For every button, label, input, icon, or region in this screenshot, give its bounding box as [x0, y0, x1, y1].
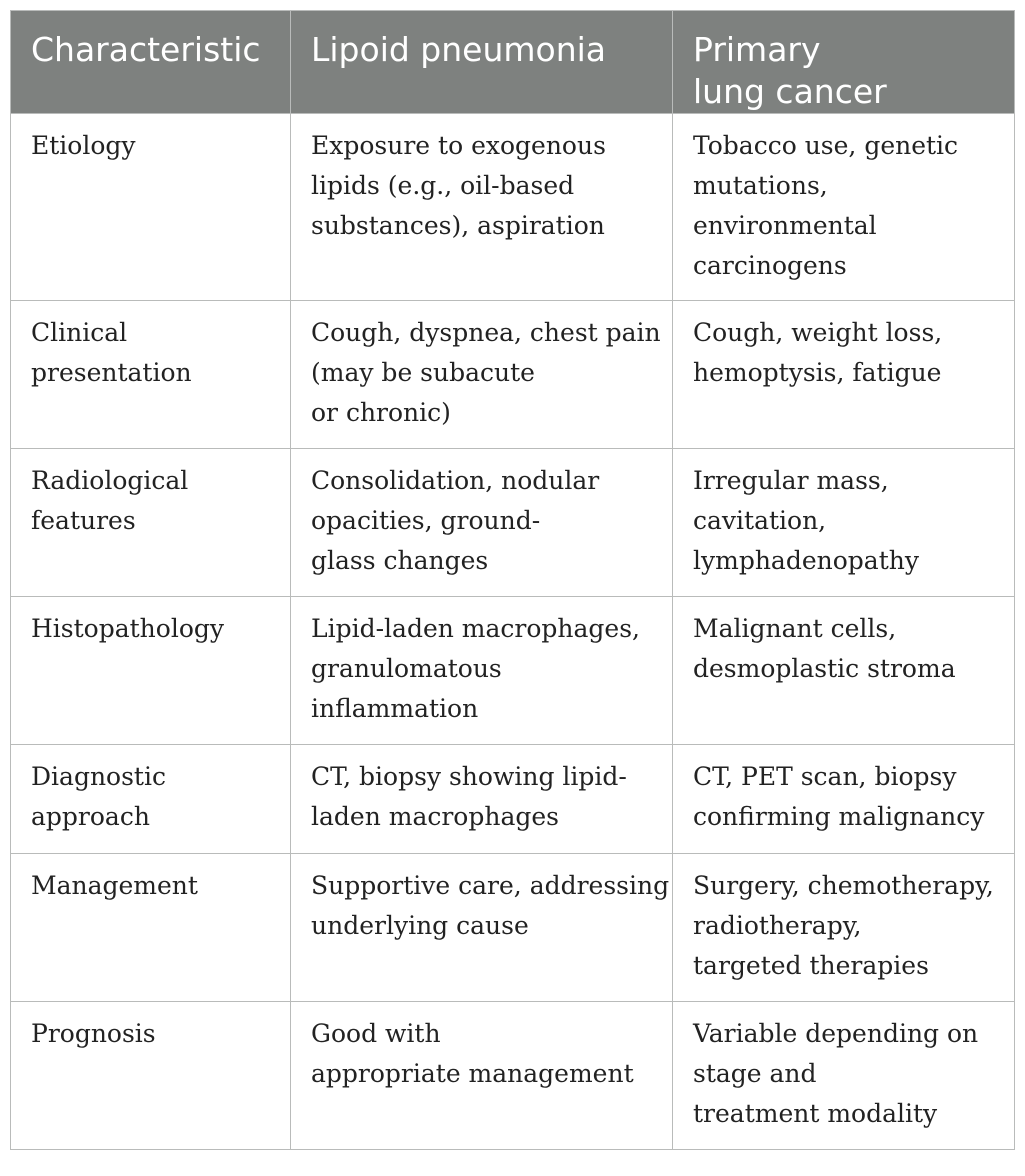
- cell-lipoid-pneumonia: [291, 114, 673, 301]
- cell-characteristic: [11, 1002, 291, 1150]
- table-body: [11, 114, 1015, 1150]
- cell-lipoid-pneumonia: [291, 854, 673, 1002]
- header-characteristic: [11, 11, 291, 114]
- table-row: [11, 301, 1015, 449]
- cell-line: Diagnostic: [31, 762, 166, 791]
- cell-line: Prognosis: [31, 1019, 156, 1048]
- cell-characteristic: [11, 449, 291, 597]
- cell-line: Surgery, chemotherapy,: [693, 871, 994, 900]
- header-line: lung cancer: [693, 72, 887, 111]
- cell-lipoid-pneumonia: [291, 1002, 673, 1150]
- cell-primary-lung-cancer: [673, 597, 1015, 745]
- cell-line: Cough, dyspnea, chest pain: [311, 318, 661, 347]
- cell-characteristic: [11, 597, 291, 745]
- cell-line: CT, PET scan, biopsy: [693, 762, 957, 791]
- header-line: Lipoid pneumonia: [311, 30, 607, 69]
- cell-lipoid-pneumonia: [291, 597, 673, 745]
- cell-characteristic: [11, 301, 291, 449]
- cell-line: approach: [31, 802, 150, 831]
- cell-primary-lung-cancer: [673, 854, 1015, 1002]
- cell-line: mutations,: [693, 171, 828, 200]
- cell-characteristic: [11, 114, 291, 301]
- cell-primary-lung-cancer: [673, 1002, 1015, 1150]
- header-row: [11, 11, 1015, 114]
- cell-line: Exposure to exogenous: [311, 131, 606, 160]
- cell-line: targeted therapies: [693, 951, 929, 980]
- cell-line: Tobacco use, genetic: [693, 131, 959, 160]
- cell-primary-lung-cancer: [673, 745, 1015, 854]
- comparison-table: [10, 10, 1015, 1150]
- table-header: [11, 11, 1015, 114]
- cell-line: Lipid-laden macrophages,: [311, 614, 640, 643]
- cell-line: radiotherapy,: [693, 911, 862, 940]
- cell-line: CT, biopsy showing lipid-: [311, 762, 627, 791]
- cell-line: Management: [31, 871, 198, 900]
- cell-line: Malignant cells,: [693, 614, 897, 643]
- cell-line: lymphadenopathy: [693, 546, 919, 575]
- cell-line: (may be subacute: [311, 358, 535, 387]
- table-row: [11, 854, 1015, 1002]
- cell-line: Radiological: [31, 466, 189, 495]
- cell-line: substances), aspiration: [311, 211, 605, 240]
- cell-line: Supportive care, addressing: [311, 871, 670, 900]
- cell-characteristic: [11, 854, 291, 1002]
- cell-line: presentation: [31, 358, 192, 387]
- cell-line: Consolidation, nodular: [311, 466, 600, 495]
- cell-line: inflammation: [311, 694, 479, 723]
- cell-line: appropriate management: [311, 1059, 634, 1088]
- cell-line: stage and: [693, 1059, 817, 1088]
- header-lipoid-pneumonia: [291, 11, 673, 114]
- cell-line: Cough, weight loss,: [693, 318, 943, 347]
- cell-line: lipids (e.g., oil-based: [311, 171, 575, 200]
- cell-line: Good with: [311, 1019, 441, 1048]
- cell-line: carcinogens: [693, 251, 847, 280]
- cell-line: glass changes: [311, 546, 489, 575]
- cell-line: features: [31, 506, 136, 535]
- cell-line: granulomatous: [311, 654, 502, 683]
- cell-primary-lung-cancer: [673, 114, 1015, 301]
- cell-line: environmental: [693, 211, 877, 240]
- cell-line: laden macrophages: [311, 802, 559, 831]
- comparison-table-container: [10, 10, 1014, 1150]
- cell-line: Etiology: [31, 131, 136, 160]
- table-row: [11, 597, 1015, 745]
- cell-line: Irregular mass,: [693, 466, 889, 495]
- header-line: Characteristic: [31, 30, 261, 69]
- cell-line: desmoplastic stroma: [693, 654, 956, 683]
- cell-line: opacities, ground-: [311, 506, 541, 535]
- header-primary-lung-cancer: [673, 11, 1015, 114]
- header-line: Primary: [693, 30, 821, 69]
- cell-line: treatment modality: [693, 1099, 938, 1128]
- cell-line: Clinical: [31, 318, 128, 347]
- cell-line: underlying cause: [311, 911, 529, 940]
- cell-line: hemoptysis, fatigue: [693, 358, 942, 387]
- cell-line: confirming malignancy: [693, 802, 985, 831]
- cell-primary-lung-cancer: [673, 301, 1015, 449]
- table-row: [11, 114, 1015, 301]
- table-row: [11, 449, 1015, 597]
- table-row: [11, 1002, 1015, 1150]
- cell-lipoid-pneumonia: [291, 745, 673, 854]
- cell-line: Variable depending on: [693, 1019, 979, 1048]
- cell-line: cavitation,: [693, 506, 827, 535]
- cell-line: Histopathology: [31, 614, 225, 643]
- cell-characteristic: [11, 745, 291, 854]
- cell-line: or chronic): [311, 398, 451, 427]
- cell-lipoid-pneumonia: [291, 449, 673, 597]
- cell-primary-lung-cancer: [673, 449, 1015, 597]
- cell-lipoid-pneumonia: [291, 301, 673, 449]
- table-row: [11, 745, 1015, 854]
